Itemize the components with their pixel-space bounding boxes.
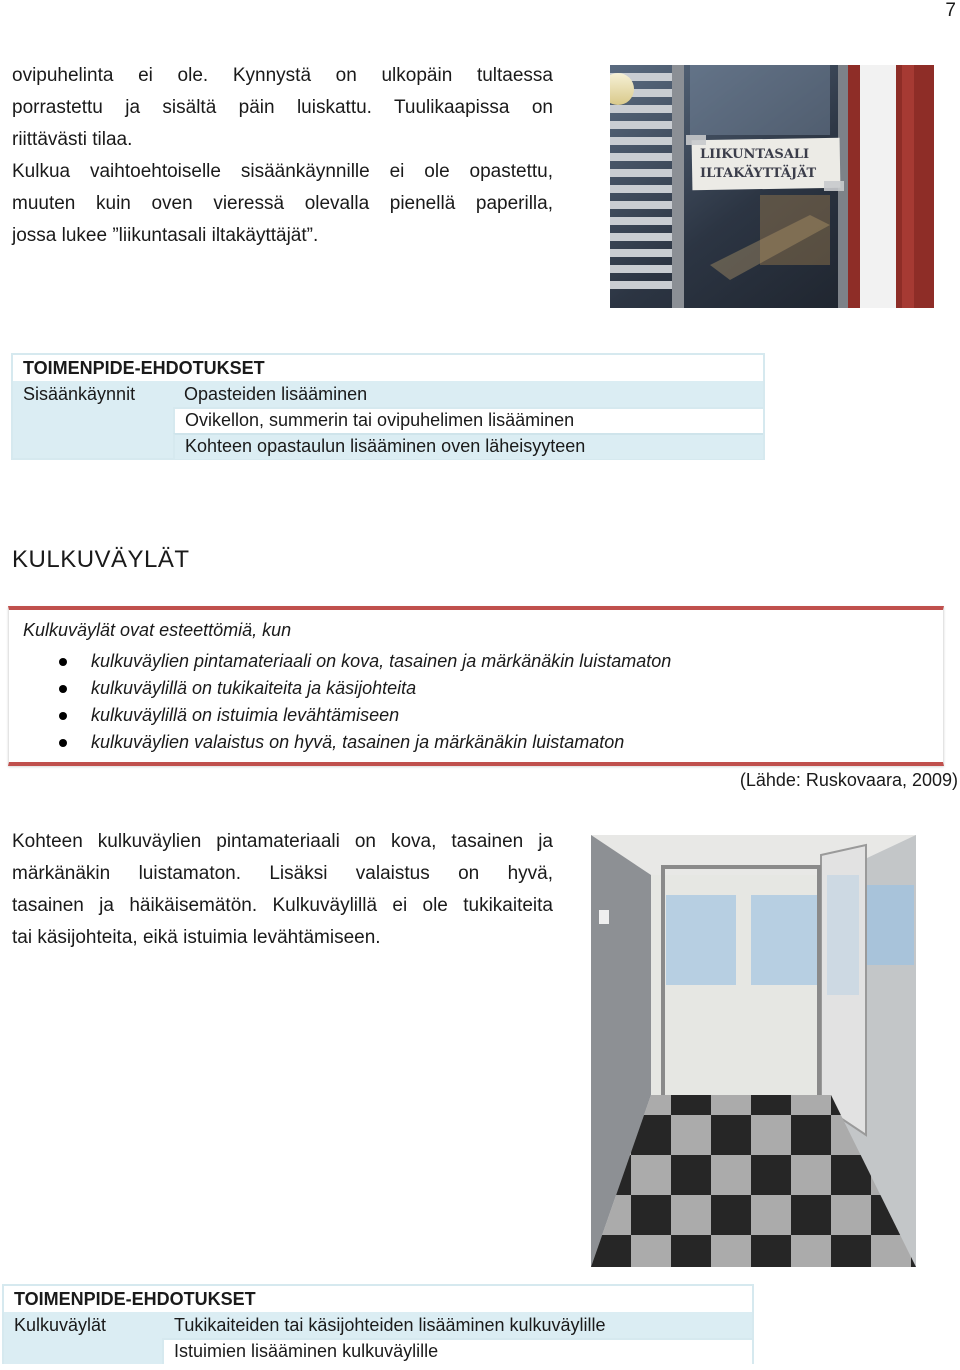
table-header-row <box>13 355 763 381</box>
corridor-photo-drawing <box>591 835 916 1267</box>
table-item: Kohteen opastaulun lisääminen oven läheisyyteen <box>185 436 586 456</box>
table-row <box>4 1312 752 1338</box>
corridor-photo <box>591 835 916 1267</box>
table-category: Sisäänkäynnit <box>23 384 136 404</box>
sign-line-2: ILTAKÄYTTÄJÄT <box>700 166 817 181</box>
list-item <box>49 729 671 756</box>
table-header-row <box>4 1286 752 1312</box>
list-item <box>49 702 671 729</box>
accessibility-criteria-box <box>8 606 944 766</box>
table-item: Istuimien lisääminen kulkuväylille <box>174 1341 439 1361</box>
list-item <box>49 648 671 675</box>
table-item: Opasteiden lisääminen <box>184 384 368 404</box>
section-heading: KULKUVÄYLÄT <box>12 546 190 573</box>
table-category: Kulkuväylät <box>14 1315 107 1335</box>
criteria-text: kulkuväylien pintamateriaali on kova, tasainen ja märkänäkin luistamaton <box>91 651 672 671</box>
paragraph-line: muuten kuin oven vieressä olevalla pienellä paperilla, <box>12 193 553 214</box>
sign-line-1: LIIKUNTASALI <box>700 147 810 162</box>
paragraph-line: märkänäkin luistamaton. Lisäksi valaistus on hyvä, <box>12 863 553 884</box>
bullet-icon <box>59 712 67 720</box>
paragraph-line: Kohteen kulkuväylien pintamateriaali on kova, tasainen ja <box>12 831 553 852</box>
paragraph-line: tasainen ja häikäisemätön. Kulkuväylillä ei ole tukikaiteita <box>12 895 553 916</box>
page-number: 7 <box>945 0 956 21</box>
table-row <box>162 1338 752 1364</box>
entrance-paragraph <box>12 60 553 252</box>
bullet-icon <box>59 739 67 747</box>
bullet-icon <box>59 685 67 693</box>
table-item: Tukikaiteiden tai käsijohteiden lisääminen kulkuväylille <box>174 1315 606 1335</box>
criteria-text: kulkuväylien valaistus on hyvä, tasainen ja märkänäkin luistamaton <box>91 732 625 752</box>
criteria-text: kulkuväylillä on tukikaiteita ja käsijohteita <box>91 678 417 698</box>
criteria-list <box>49 648 671 756</box>
table-title: TOIMENPIDE-EHDOTUKSET <box>14 1289 256 1309</box>
table-category-cell-fill <box>4 1338 162 1364</box>
paragraph-line: ovipuhelinta ei ole. Kynnystä on ulkopäin tultaessa <box>12 65 553 86</box>
source-citation: (Lähde: Ruskovaara, 2009) <box>739 770 958 790</box>
table-row <box>173 407 763 433</box>
bullet-icon <box>59 658 67 666</box>
measures-table-corridors <box>2 1284 754 1364</box>
paragraph-line: tai käsijohteita, eikä istuimia levähtämiseen. <box>12 927 381 948</box>
paragraph-line: porrastettu ja sisältä päin luiskattu. Tuulikaapissa on <box>12 97 553 118</box>
table-row <box>173 433 763 459</box>
paragraph-line: Kulkua vaihtoehtoiselle sisäänkäynnille ei ole opastettu, <box>12 161 553 182</box>
criteria-intro: Kulkuväylät ovat esteettömiä, kun <box>23 620 292 640</box>
table-category-cell-fill <box>13 407 173 458</box>
criteria-text: kulkuväylillä on istuimia levähtämiseen <box>91 705 400 725</box>
paragraph-line: jossa lukee ”liikuntasali iltakäyttäjät”. <box>12 225 319 246</box>
paragraph-line: riittävästi tilaa. <box>12 129 133 150</box>
entrance-door-photo-drawing <box>610 65 934 308</box>
table-item: Ovikellon, summerin tai ovipuhelimen lisääminen <box>185 410 575 430</box>
list-item <box>49 675 671 702</box>
table-title: TOIMENPIDE-EHDOTUKSET <box>23 358 265 378</box>
measures-table-entrances <box>11 353 765 460</box>
entrance-door-photo <box>610 65 934 308</box>
table-row <box>13 381 763 407</box>
corridor-paragraph <box>12 826 553 954</box>
